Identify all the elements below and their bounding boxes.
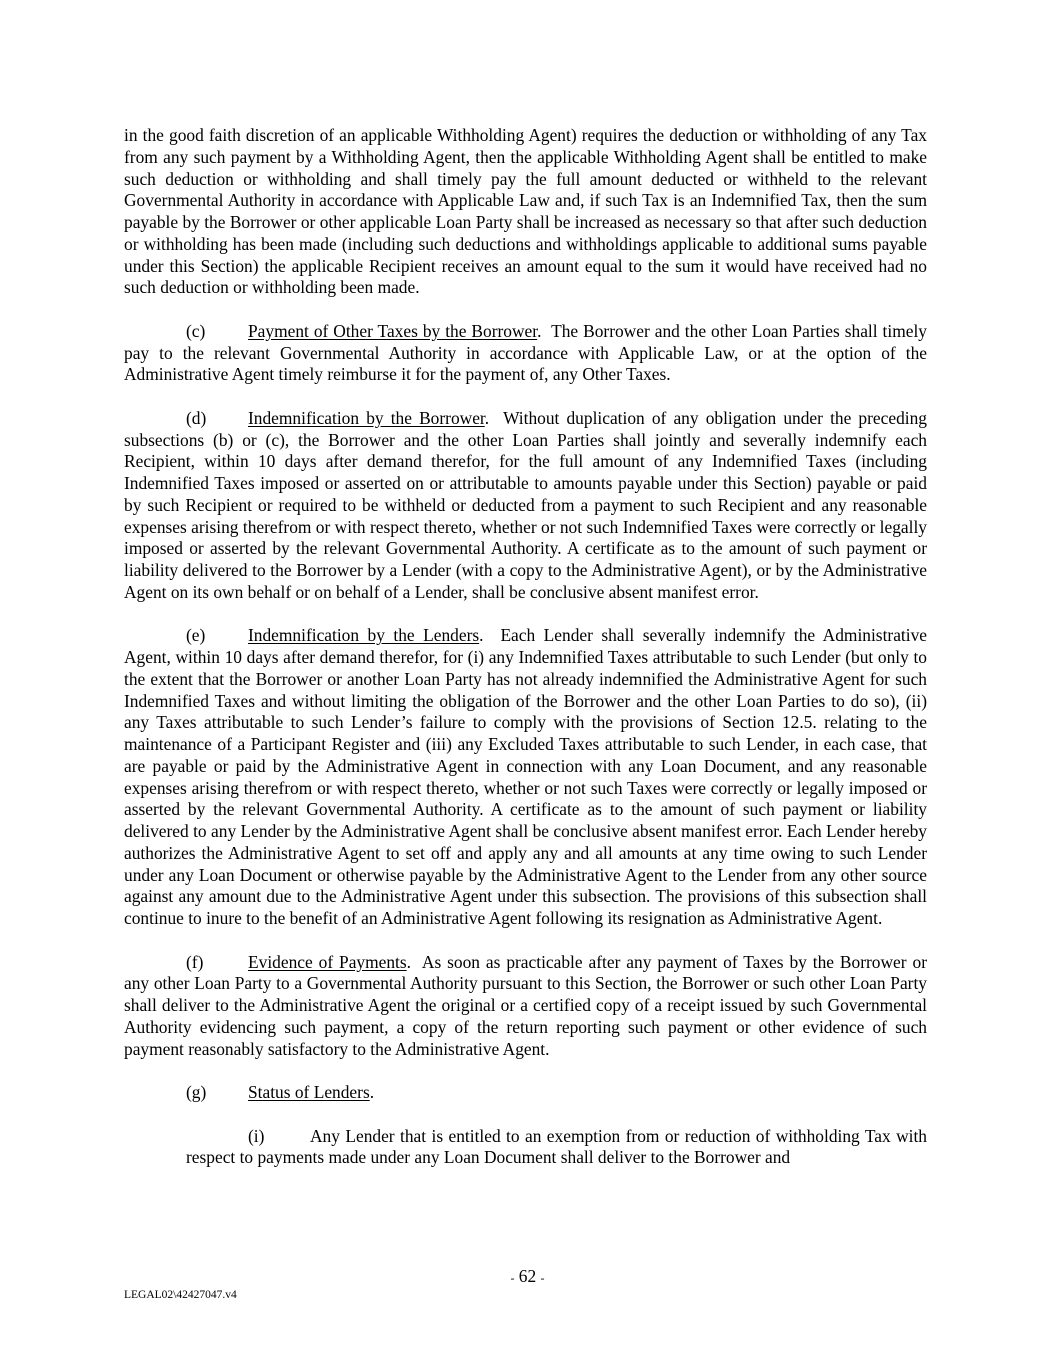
document-page: [124, 125, 927, 1169]
section-c: (c) Payment of Other Taxes by the Borrower. The Borrower and the other Loan Parties shall timely pay to the relevant Governmental Authority in accordance with Applicable Law, or at the option of the Administrative Agent timely reimburse it for the payment of, any Other Taxes.: [124, 320, 927, 385]
page-number: - 62 -: [510, 1266, 545, 1286]
section-g: (g) Status of Lenders.: [186, 1082, 375, 1102]
section-c-label: (c): [186, 320, 206, 341]
section-d: (d) Indemnification by the Borrower. Without duplication of any obligation under the preceding subsections (b) or (c), the Borrower and the other Loan Parties shall jointly and severally indemnify each Recipient, within 10 days after demand therefor, for the full amount of any Indemnified Taxes (including Indemnified Taxes imposed or asserted on or attributable to amounts payable under this Section) payable or paid by such Recipient or required to be withheld or deducted from a payment to such Recipient and any reasonable expenses arising therefrom or with respect thereto, whether or not such Indemnified Taxes were correctly or legally imposed or asserted by the relevant Governmental Authority. A certificate as to the amount of such payment or liability delivered to the Borrower by a Lender (with a copy to the Administrative Agent), or by the Administrative Agent on its own behalf or on behalf of a Lender, shall be conclusive absent manifest error.: [124, 407, 927, 602]
section-f: (f) Evidence of Payments. As soon as practicable after any payment of Taxes by the Borrower or any other Loan Party to a Governmental Authority pursuant to this Section, the Borrower or such other Loan Party shall deliver to the Administrative Agent the original or a certified copy of a receipt issued by such Governmental Authority evidencing such payment, a copy of the return reporting such payment or other evidence of such payment reasonably satisfactory to the Administrative Agent.: [124, 951, 927, 1059]
intro-paragraph: in the good faith discretion of an applicable Withholding Agent) requires the deduction or withholding of any Tax from any such payment by a Withholding Agent, then the applicable Withholding Agent shall be entitled to make such deduction or withholding and shall timely pay the full amount deducted or withheld to the relevant Governmental Authority in accordance with Applicable Law and, if such Tax is an Indemnified Tax, then the sum payable by the Borrower or other applicable Loan Party shall be increased as necessary so that after such deduction or withholding has been made (including such deductions and withholdings applicable to additional sums payable under this Section) the applicable Recipient receives an amount equal to the sum it would have received had no such deduction or withholding been made.: [124, 125, 927, 298]
section-e-label: (e): [186, 625, 206, 646]
subsection-i-label: (i): [248, 1125, 265, 1146]
section-f-title: Evidence of Payments: [248, 951, 407, 972]
section-d-label: (d): [186, 407, 207, 428]
section-d-body: Without duplication of any obligation under the preceding subsections (b) or (c), the Borrower and the other Loan Parties shall jointly and severally indemnify each Recipient, within 10 days after demand therefor, for the full amount of any Indemnified Taxes (including Indemnified Taxes imposed or asserted on or attributable to amounts payable under this Section) payable or paid by such Recipient or required to be withheld or deducted from a payment to such Recipient and any reasonable expenses arising therefrom or with respect thereto, whether or not such Indemnified Taxes were correctly or legally imposed or asserted by the relevant Governmental Authority. A certificate as to the amount of such payment or liability delivered to the Borrower by a Lender (with a copy to the Administrative Agent), or by the Administrative Agent on its own behalf or on behalf of a Lender, shall be conclusive absent manifest error.: [124, 407, 927, 602]
section-e-body: Each Lender shall severally indemnify the Administrative Agent, within 10 days after demand therefor, for (i) any Indemnified Taxes attributable to such Lender (but only to the extent that the Borrower or another Loan Party has not already indemnified the Administrative Agent for such Indemnified Taxes and without limiting the obligation of the Borrower and the other Loan Parties to do so), (ii) any Taxes attributable to such Lender’s failure to comply with the provisions of Section 12.5. relating to the maintenance of a Participant Register and (iii) any Excluded Taxes attributable to such Lender, in each case, that are payable or paid by the Administrative Agent in connection with any Loan Document, and any reasonable expenses arising therefrom or with respect thereto, whether or not such Taxes were correctly or legally imposed or asserted by the relevant Governmental Authority. A certificate as to the amount of such payment or liability delivered to any Lender by the Administrative Agent shall be conclusive absent manifest error. Each Lender hereby authorizes the Administrative Agent to set off and apply any and all amounts at any time owing to such Lender under any Loan Document or otherwise payable by the Administrative Agent to the Lender from any other source against any amount due to the Administrative Agent under this subsection. The provisions of this subsection shall continue to inure to the benefit of an Administrative Agent following its resignation as Administrative Agent.: [124, 625, 927, 928]
section-f-label: (f): [186, 951, 204, 972]
subsection-i-body: Any Lender that is entitled to an exemption from or reduction of withholding Tax with respect to payments made under any Loan Document shall deliver to the Borrower and: [186, 1125, 927, 1168]
subsection-i: [186, 1126, 927, 1170]
section-e: (e) Indemnification by the Lenders. Each Lender shall severally indemnify the Administrative Agent, within 10 days after demand therefor, for (i) any Indemnified Taxes attributable to such Lender (but only to the extent that the Borrower or another Loan Party has not already indemnified the Administrative Agent for such Indemnified Taxes and without limiting the obligation of the Borrower and the other Loan Parties to do so), (ii) any Taxes attributable to such Lender’s failure to comply with the provisions of Section 12.5. relating to the maintenance of a Participant Register and (iii) any Excluded Taxes attributable to such Lender, in each case, that are payable or paid by the Administrative Agent in connection with any Loan Document, and any reasonable expenses arising therefrom or with respect thereto, whether or not such Taxes were correctly or legally imposed or asserted by the relevant Governmental Authority. A certificate as to the amount of such payment or liability delivered to any Lender by the Administrative Agent shall be conclusive absent manifest error. Each Lender hereby authorizes the Administrative Agent to set off and apply any and all amounts at any time owing to such Lender under any Loan Document or otherwise payable by the Administrative Agent to the Lender from any other source against any amount due to the Administrative Agent under this subsection. The provisions of this subsection shall continue to inure to the benefit of an Administrative Agent following its resignation as Administrative Agent.: [124, 625, 927, 928]
section-c-body: The Borrower and the other Loan Parties shall timely pay to the relevant Governmental Authority in accordance with Applicable Law, or at the option of the Administrative Agent timely reimburse it for the payment of, any Other Taxes.: [124, 320, 927, 385]
section-f-body: As soon as practicable after any payment of Taxes by the Borrower or any other Loan Party to a Governmental Authority pursuant to this Section, the Borrower or such other Loan Party shall deliver to the Administrative Agent the original or a certified copy of a receipt issued by such Governmental Authority evidencing such payment, a copy of the return reporting such payment or other evidence of such payment reasonably satisfactory to the Administrative Agent.: [124, 951, 927, 1059]
section-g-label: (g): [186, 1082, 207, 1102]
section-e-title: Indemnification by the Lenders: [248, 625, 480, 646]
section-g-title: Status of Lenders: [248, 1082, 370, 1102]
document-id: LEGAL02\42427047.v4: [124, 1289, 237, 1301]
section-d-title: Indemnification by the Borrower: [248, 407, 485, 428]
page-number-value: 62: [518, 1266, 537, 1286]
section-c-title: Payment of Other Taxes by the Borrower: [248, 320, 538, 341]
